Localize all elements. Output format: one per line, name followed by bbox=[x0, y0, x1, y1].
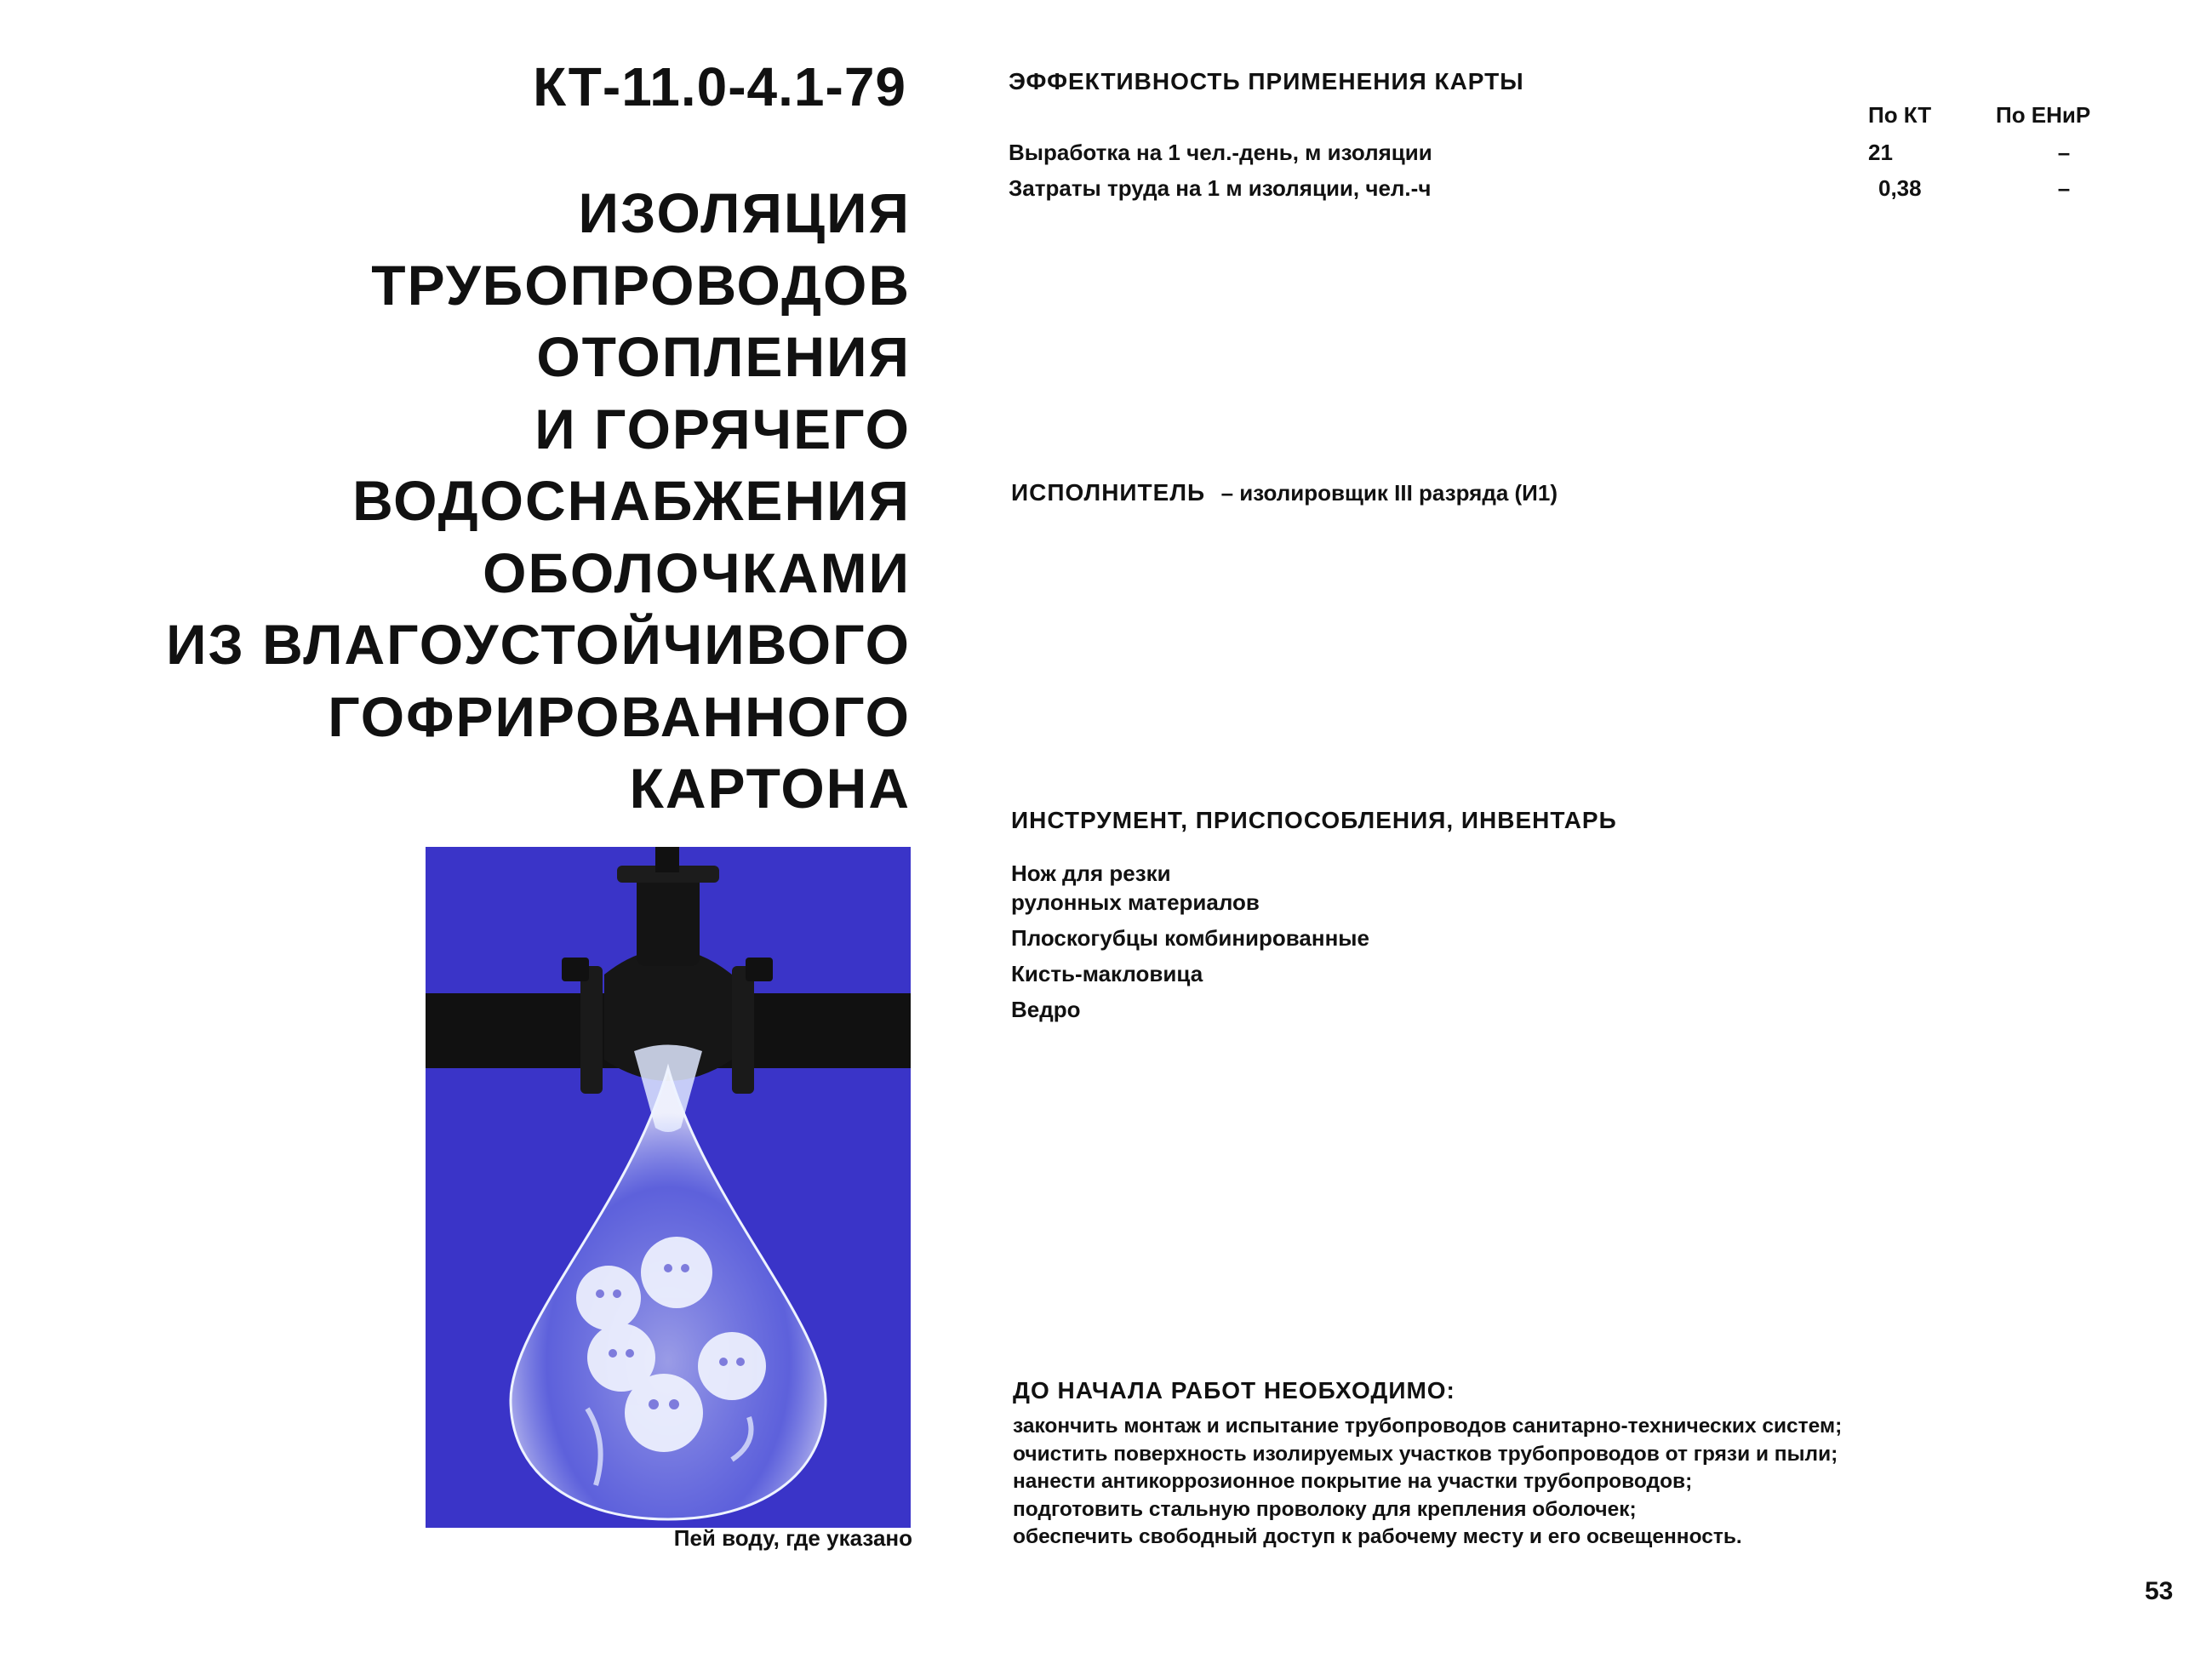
poster-illustration bbox=[426, 847, 911, 1528]
illustration-caption: Пей воду, где указано bbox=[673, 1525, 912, 1551]
title-line: КАРТОНА bbox=[629, 757, 911, 820]
requirement-item: обеспечить свободный доступ к рабочему месту и его освещенность. bbox=[1013, 1525, 1742, 1548]
tool-item: Кисть-макловица bbox=[1011, 961, 1203, 986]
efficiency-row-enir: – bbox=[2057, 175, 2071, 201]
title-line: ОТОПЛЕНИЯ bbox=[536, 325, 911, 388]
requirements-heading: ДО НАЧАЛА РАБОТ НЕОБХОДИМО: bbox=[1013, 1377, 1455, 1404]
col-header-kt: По КТ bbox=[1868, 102, 1932, 128]
title-line: ВОДОСНАБЖЕНИЯ bbox=[352, 469, 911, 532]
efficiency-row-kt: 21 bbox=[1868, 140, 1893, 165]
title-line: ТРУБОПРОВОДОВ bbox=[371, 253, 911, 317]
pipe-valve-drop-image bbox=[426, 847, 911, 1528]
page-number: 53 bbox=[2145, 1577, 2174, 1605]
executor-label: ИСПОЛНИТЕЛЬ bbox=[1011, 479, 1206, 506]
title-line: ИЗ ВЛАГОУСТОЙЧИВОГО bbox=[166, 613, 911, 676]
requirement-item: подготовить стальную проволоку для крепления оболочек; bbox=[1013, 1497, 1637, 1521]
title-line: ОБОЛОЧКАМИ bbox=[483, 540, 911, 604]
executor-value: – изолировщик III разряда (И1) bbox=[1220, 480, 1558, 506]
requirements-list bbox=[1013, 1413, 1842, 1552]
title-line: ГОФРИРОВАННОГО bbox=[328, 684, 911, 748]
efficiency-row-label: Выработка на 1 чел.-день, м изоляции bbox=[1009, 140, 1432, 165]
tools-heading: ИНСТРУМЕНТ, ПРИСПОСОБЛЕНИЯ, ИНВЕНТАРЬ bbox=[1011, 807, 1617, 833]
title-line: И ГОРЯЧЕГО bbox=[534, 397, 911, 460]
efficiency-row-enir: – bbox=[2057, 140, 2071, 165]
executor-line bbox=[1011, 479, 1558, 506]
requirement-item: очистить поверхность изолируемых участков трубопроводов от грязи и пыли; bbox=[1013, 1442, 1838, 1466]
title-line: ИЗОЛЯЦИЯ bbox=[578, 181, 911, 244]
requirement-item: нанести антикоррозионное покрытие на участки трубопроводов; bbox=[1013, 1470, 1693, 1493]
efficiency-row bbox=[1009, 140, 2115, 174]
efficiency-row-label: Затраты труда на 1 м изоляции, чел.-ч bbox=[1009, 175, 1432, 201]
efficiency-heading: ЭФФЕКТИВНОСТЬ ПРИМЕНЕНИЯ КАРТЫ bbox=[1009, 68, 1524, 94]
tool-item: Плоскогубцы комбинированные bbox=[1011, 925, 1369, 951]
tool-item: Ведро bbox=[1011, 997, 1081, 1022]
tool-item: рулонных материалов bbox=[1011, 889, 1260, 915]
tool-item: Нож для резки bbox=[1011, 860, 1171, 886]
efficiency-row bbox=[1009, 175, 2115, 209]
efficiency-row-kt: 0,38 bbox=[1878, 175, 1922, 201]
col-header-enir: По ЕНиР bbox=[1996, 102, 2091, 128]
document-title bbox=[51, 177, 911, 825]
requirement-item: закончить монтаж и испытание трубопроводов санитарно-технических систем; bbox=[1013, 1415, 1843, 1438]
document-code: КТ-11.0-4.1-79 bbox=[533, 56, 906, 117]
